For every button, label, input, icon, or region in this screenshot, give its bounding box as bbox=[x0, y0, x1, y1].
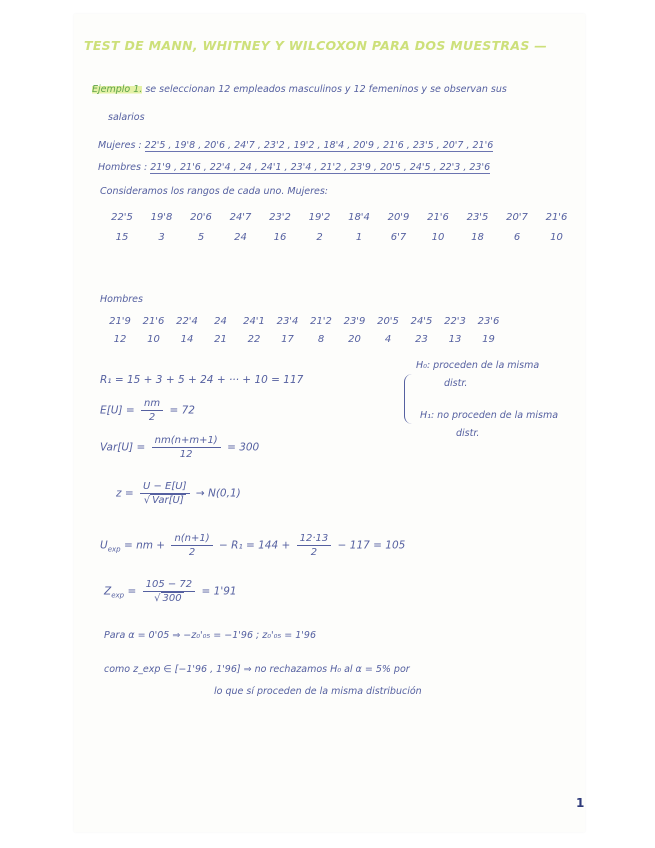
women-rank-cell: 1 bbox=[355, 232, 363, 243]
women-data-line bbox=[98, 140, 493, 151]
men-value-cell: 24 bbox=[214, 316, 227, 327]
women-label: Mujeres : bbox=[98, 140, 142, 151]
hypothesis-brace bbox=[404, 374, 413, 424]
men-value-cell: 24'1 bbox=[243, 316, 265, 327]
men-value-cell: 23'4 bbox=[276, 316, 299, 327]
variance-equation: Var[U] = $\frac{nm(n+m+1)}{12}$ = 300 bbox=[100, 435, 260, 460]
men-rank-cell: 22 bbox=[247, 334, 261, 345]
intro-line-1: se seleccionan 12 empleados masculinos y 12 femeninos y se observan sus bbox=[145, 84, 507, 95]
women-value-cell: 19'8 bbox=[150, 212, 173, 223]
women-rank-cell: 10 bbox=[550, 232, 563, 243]
page-title: TEST DE MANN, WHITNEY Y WILCOXON PARA DOS MUESTRAS — bbox=[84, 38, 548, 53]
men-value-cell: 21'2 bbox=[310, 316, 332, 327]
women-rank-cell: 6'7 bbox=[390, 232, 407, 243]
men-value-cell: 22'3 bbox=[444, 316, 466, 327]
example-label: Ejemplo 1. bbox=[92, 84, 143, 95]
women-value-cell: 22'5 bbox=[111, 212, 133, 223]
men-label: Hombres : bbox=[98, 162, 148, 173]
women-value-cell: 21'6 bbox=[427, 212, 449, 223]
critical-values-line: Para α = 0'05 ⇒ −z₀'₀₅ = −1'96 ; z₀'₀₅ = 1'96 bbox=[104, 630, 316, 641]
variance-fraction: $\frac{nm(n+m+1)}{12}$ bbox=[152, 434, 221, 461]
women-rank-cell: 5 bbox=[197, 232, 205, 243]
women-value-cell: 20'9 bbox=[387, 212, 410, 223]
conclusion-line-2: lo que sí proceden de la misma distribución bbox=[214, 686, 422, 697]
women-values: 22'5 , 19'8 , 20'6 , 24'7 , 23'2 , 19'2 , 18'4 , 20'9 , 21'6 , 23'5 , 20'7 , 21'6 bbox=[144, 140, 494, 151]
women-rank-cell: 10 bbox=[431, 232, 445, 243]
women-rank-cell: 16 bbox=[273, 232, 287, 243]
men-rank-cell: 10 bbox=[147, 334, 160, 345]
men-rank-cell: 17 bbox=[281, 334, 294, 345]
women-value-cell: 20'6 bbox=[190, 212, 212, 223]
women-value-cell: 23'2 bbox=[269, 212, 291, 223]
men-value-cell: 20'5 bbox=[377, 316, 399, 327]
u-exp-equation: $U_{exp}$ = nm + $\frac{n(n+1)}{2}$ − R₁ = 144 + $\frac{12\cdot 13}{2}$ − 117 = 105 bbox=[100, 533, 406, 558]
z-exp-equation: $Z_{exp}$ = $\frac{105 - 72}{√ 300}$ = 1'91 bbox=[104, 579, 237, 604]
h1-line-2: distr. bbox=[456, 428, 480, 439]
men-heading: Hombres bbox=[100, 294, 143, 305]
women-value-cell: 20'7 bbox=[506, 212, 528, 223]
women-value-cell: 21'6 bbox=[545, 212, 568, 223]
women-value-cell: 23'5 bbox=[466, 212, 489, 223]
men-value-cell: 21'6 bbox=[142, 316, 165, 327]
women-value-cell: 18'4 bbox=[348, 212, 370, 223]
men-value-cell: 24'5 bbox=[410, 316, 433, 327]
r1-equation: R₁ = 15 + 3 + 5 + 24 + ··· + 10 = 117 bbox=[100, 374, 304, 386]
expectation-equation: E[U] = $\frac{nm}{2}$ = 72 bbox=[100, 398, 195, 423]
men-rank-cell: 4 bbox=[384, 334, 392, 345]
women-rank-cell: 3 bbox=[158, 232, 165, 243]
men-rank-cell: 23 bbox=[415, 334, 428, 345]
intro-line-2: salarios bbox=[108, 112, 145, 123]
example-intro bbox=[92, 84, 507, 95]
women-rank-cell: 15 bbox=[115, 232, 129, 243]
men-rank-cell: 8 bbox=[317, 334, 325, 345]
men-rank-cell: 21 bbox=[214, 334, 227, 345]
women-rank-cell: 2 bbox=[316, 232, 323, 243]
h1-line: H₁: no proceden de la misma bbox=[420, 410, 559, 421]
men-rank-cell: 12 bbox=[113, 334, 127, 345]
men-value-cell: 21'9 bbox=[109, 316, 131, 327]
ranks-intro: Consideramos los rangos de cada uno. Mujeres: bbox=[100, 186, 328, 197]
women-rank-cell: 24 bbox=[234, 232, 247, 243]
men-rank-cell: 20 bbox=[348, 334, 361, 345]
men-value-cell: 23'9 bbox=[343, 316, 366, 327]
z-statistic-equation: z = $\frac{U - E[U]}{\text{√ Var[U]}}$ → N(0,1) bbox=[116, 481, 241, 506]
h0-line-2: distr. bbox=[444, 378, 468, 389]
page-number: 1 bbox=[576, 796, 585, 810]
men-data-line bbox=[98, 162, 490, 173]
men-rank-cell: 13 bbox=[448, 334, 462, 345]
men-rank-cell: 14 bbox=[180, 334, 194, 345]
conclusion-line-1: como z_exp ∈ [−1'96 , 1'96] ⇒ no rechazamos H₀ al α = 5% por bbox=[104, 664, 410, 675]
men-value-cell: 22'4 bbox=[176, 316, 198, 327]
men-value-cell: 23'6 bbox=[477, 316, 500, 327]
men-rank-cell: 19 bbox=[482, 334, 495, 345]
women-rank-cell: 18 bbox=[471, 232, 484, 243]
men-values: 21'9 , 21'6 , 22'4 , 24 , 24'1 , 23'4 , 21'2 , 23'9 , 20'5 , 24'5 , 22'3 , 23'6 bbox=[150, 162, 491, 173]
h0-line: H₀: proceden de la misma bbox=[416, 360, 540, 371]
expectation-fraction: $\frac{nm}{2}$ bbox=[141, 397, 163, 424]
z-fraction: $\frac{U - E[U]}{\text{√ Var[U]}}$ bbox=[140, 480, 190, 507]
women-rank-cell: 6 bbox=[513, 232, 521, 243]
women-value-cell: 19'2 bbox=[308, 212, 331, 223]
women-value-cell: 24'7 bbox=[229, 212, 252, 223]
